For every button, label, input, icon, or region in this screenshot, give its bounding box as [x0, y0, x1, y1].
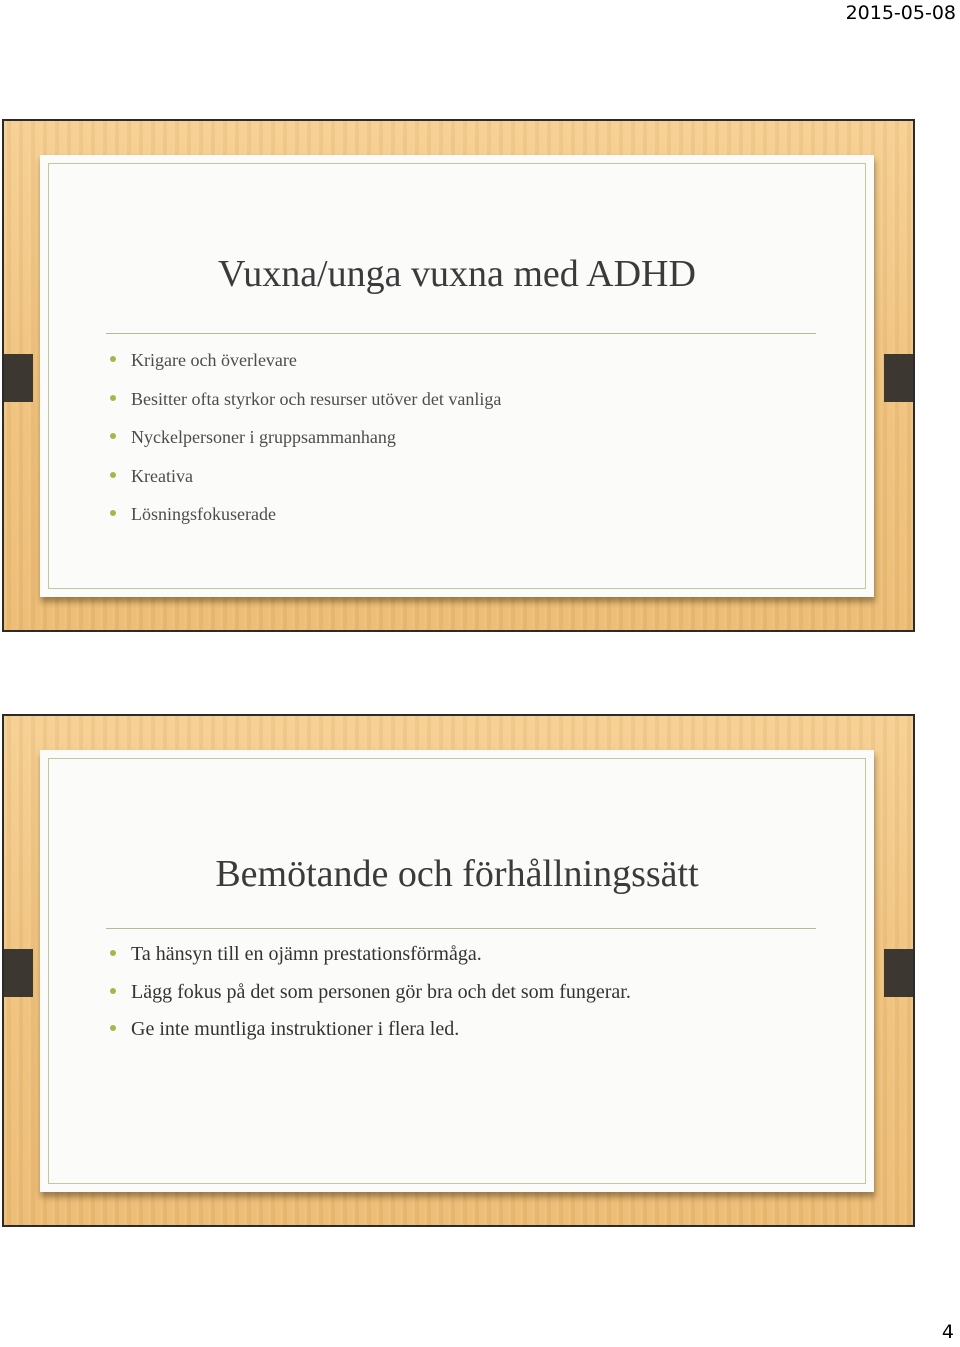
bullet-dot-icon	[110, 356, 116, 362]
list-item	[108, 504, 834, 524]
list-item	[108, 350, 834, 370]
list-item-text: Krigare och överlevare	[131, 350, 297, 370]
slide-tab-right	[884, 354, 913, 402]
bullet-list	[108, 350, 834, 543]
title-divider	[106, 333, 816, 334]
list-item	[108, 944, 834, 965]
bullet-list	[108, 944, 834, 1057]
list-item-text: Lösningsfokuserade	[131, 504, 276, 524]
slide-1	[2, 119, 915, 632]
slide-card	[40, 155, 874, 597]
bullet-dot-icon	[110, 950, 116, 956]
slide-tab-right	[884, 949, 913, 997]
title-divider	[106, 928, 816, 929]
slide-2	[2, 714, 915, 1227]
list-item	[108, 982, 834, 1003]
page-date: 2015-05-08	[845, 2, 956, 24]
list-item-text: Ta hänsyn till en ojämn prestationsförmåga.	[131, 943, 482, 965]
list-item-text: Kreativa	[131, 465, 193, 486]
list-item	[108, 389, 834, 409]
slide-tab-left	[4, 354, 33, 402]
list-item	[108, 1019, 834, 1040]
bullet-dot-icon	[110, 472, 116, 478]
list-item-text: Lägg fokus på det som personen gör bra och det som fungerar.	[131, 980, 631, 1003]
list-item-text: Nyckelpersoner i gruppsammanhang	[131, 427, 396, 447]
slide-card	[40, 750, 874, 1192]
bullet-dot-icon	[110, 510, 116, 516]
slide-tab-left	[4, 949, 33, 997]
bullet-dot-icon	[110, 1025, 116, 1031]
list-item-text: Besitter ofta styrkor och resurser utöver det vanliga	[131, 388, 502, 409]
list-item	[108, 427, 834, 447]
list-item	[108, 466, 834, 486]
bullet-dot-icon	[110, 988, 116, 994]
slide-title: Vuxna/unga vuxna med ADHD	[218, 253, 696, 295]
list-item-text: Ge inte muntliga instruktioner i flera led.	[131, 1018, 460, 1040]
page-number: 4	[941, 1321, 954, 1343]
slide-title: Bemötande och förhållningssätt	[215, 853, 699, 895]
bullet-dot-icon	[110, 395, 116, 401]
bullet-dot-icon	[110, 433, 116, 439]
